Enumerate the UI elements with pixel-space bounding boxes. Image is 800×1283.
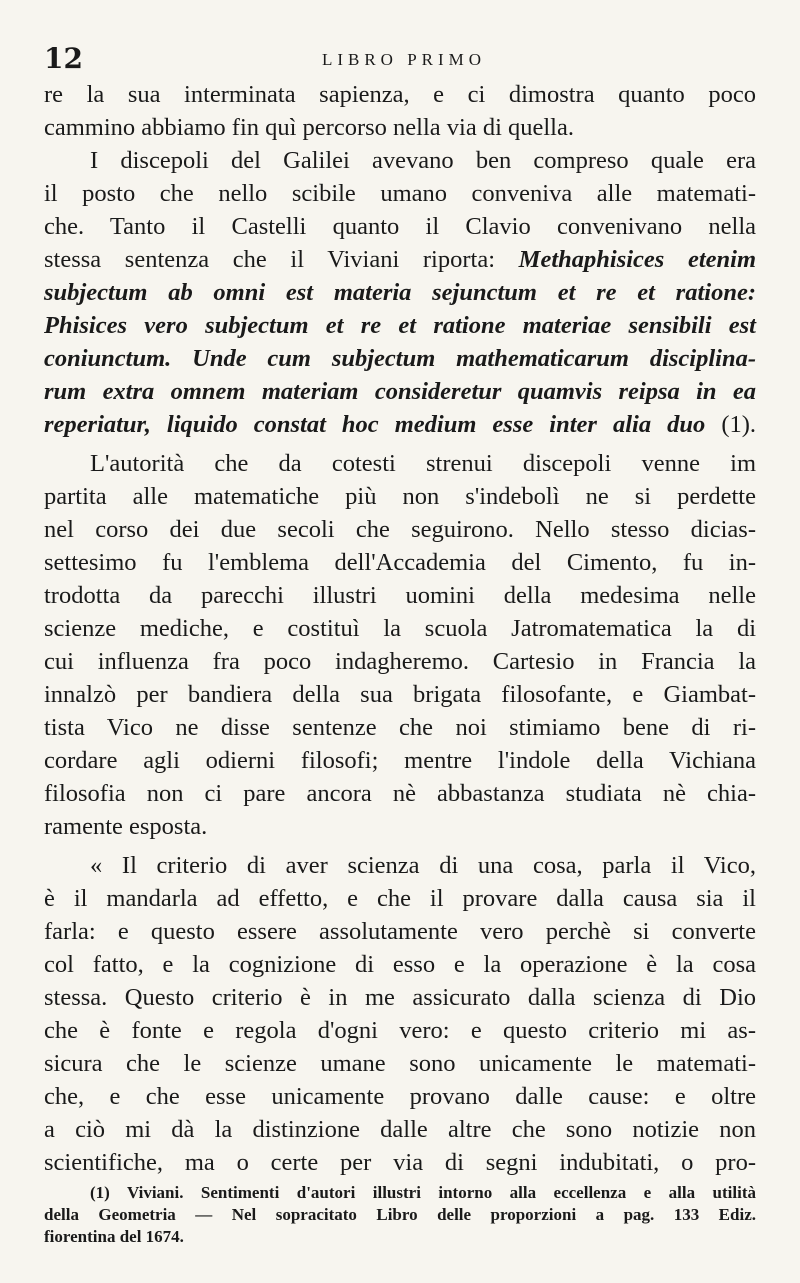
latin-quote: coniunctum. <box>44 345 172 372</box>
latin-quote-line: subjectum ab omni est materia sejunctum et re et ratione: <box>44 279 756 306</box>
latin-quote: Unde cum subjectum mathematicarum disciplina- <box>192 345 756 372</box>
footnote-line: (1) Viviani. Sentimenti d'autori illustri intorno alla eccellenza e alla utilità <box>90 1183 756 1202</box>
text-line: re la sua interminata sapienza, e ci dimostra quanto poco <box>44 81 756 108</box>
text-line: che è fonte e regola d'ogni vero: e questo criterio mi as- <box>44 1017 756 1044</box>
text-line: L'autorità che da cotesti strenui discepoli venne im <box>90 450 756 477</box>
text-span: stessa sentenza che il Viviani riporta: <box>44 246 496 273</box>
text-line <box>44 342 756 375</box>
text-line: cordare agli odierni filosofi; mentre l'indole della Vichiana <box>44 747 756 774</box>
running-title: LIBRO PRIMO <box>321 50 487 69</box>
latin-quote: Methaphisices etenim <box>518 246 757 273</box>
footnote-line: della Geometria — Nel sopracitato Libro delle proporzioni a pag. 133 Ediz. <box>44 1205 756 1224</box>
text-line: cui influenza fra poco indagheremo. Cartesio in Francia la <box>44 648 756 675</box>
text-line: che, e che esse unicamente provano dalle cause: e oltre <box>44 1083 756 1110</box>
latin-quote-line: Phisices vero subjectum et re et ratione materiae sensibili est <box>44 312 756 339</box>
page-number: 12 <box>44 42 83 75</box>
text-line: scienze mediche, e costituì la scuola Jatromatematica la di <box>44 615 756 642</box>
body-text <box>44 78 756 1179</box>
text-line: col fatto, e la cognizione di esso e la operazione è la cosa <box>44 951 756 978</box>
text-line: filosofia non ci pare ancora nè abbastanza studiata nè chia- <box>44 780 756 807</box>
text-line: I discepoli del Galilei avevano ben compreso quale era <box>90 147 756 174</box>
text-line: che. Tanto il Castelli quanto il Clavio convenivano nella <box>44 213 756 240</box>
text-line: partita alle matematiche più non s'indebolì ne si perdette <box>44 483 756 510</box>
text-line: il posto che nello scibile umano conveniva alle matemati- <box>44 180 756 207</box>
text-line: tista Vico ne disse sentenze che noi stimiamo bene di ri- <box>44 714 756 741</box>
text-line: stessa. Questo criterio è in me assicurato dalla scienza di Dio <box>44 984 756 1011</box>
latin-quote-line: rum extra omnem materiam consideretur quamvis reipsa in ea <box>44 378 756 405</box>
text-line: a ciò mi dà la distinzione dalle altre che sono notizie non <box>44 1116 756 1143</box>
footnote-ref: (1). <box>721 411 757 438</box>
text-line: settesimo fu l'emblema dell'Accademia del Cimento, fu in- <box>44 549 756 576</box>
text-line: trodotta da parecchi illustri uomini della medesima nelle <box>44 582 756 609</box>
page-header <box>44 42 764 78</box>
text-line <box>44 408 756 441</box>
text-line: ramente esposta. <box>44 813 208 840</box>
text-line: farla: e questo essere assolutamente vero perchè si converte <box>44 918 756 945</box>
footnotes <box>44 1182 756 1248</box>
text-line <box>44 243 756 276</box>
text-line: sicura che le scienze umane sono unicamente le matemati- <box>44 1050 756 1077</box>
footnote-line: fiorentina del 1674. <box>44 1227 184 1246</box>
text-line: « Il criterio di aver scienza di una cosa, parla il Vico, <box>90 852 756 879</box>
text-line: innalzò per bandiera della sua brigata filosofante, e Giambat- <box>44 681 756 708</box>
text-line: scientifiche, ma o certe per via di segni indubitati, o pro- <box>44 1149 756 1176</box>
text-line: è il mandarla ad effetto, e che il provare dalla causa sia il <box>44 885 756 912</box>
text-line: cammino abbiamo fin quì percorso nella via di quella. <box>44 114 574 141</box>
text-line: nel corso dei due secoli che seguirono. Nello stesso dicias- <box>44 516 756 543</box>
latin-quote: reperiatur, liquido constat hoc medium esse inter alia duo <box>44 411 706 438</box>
